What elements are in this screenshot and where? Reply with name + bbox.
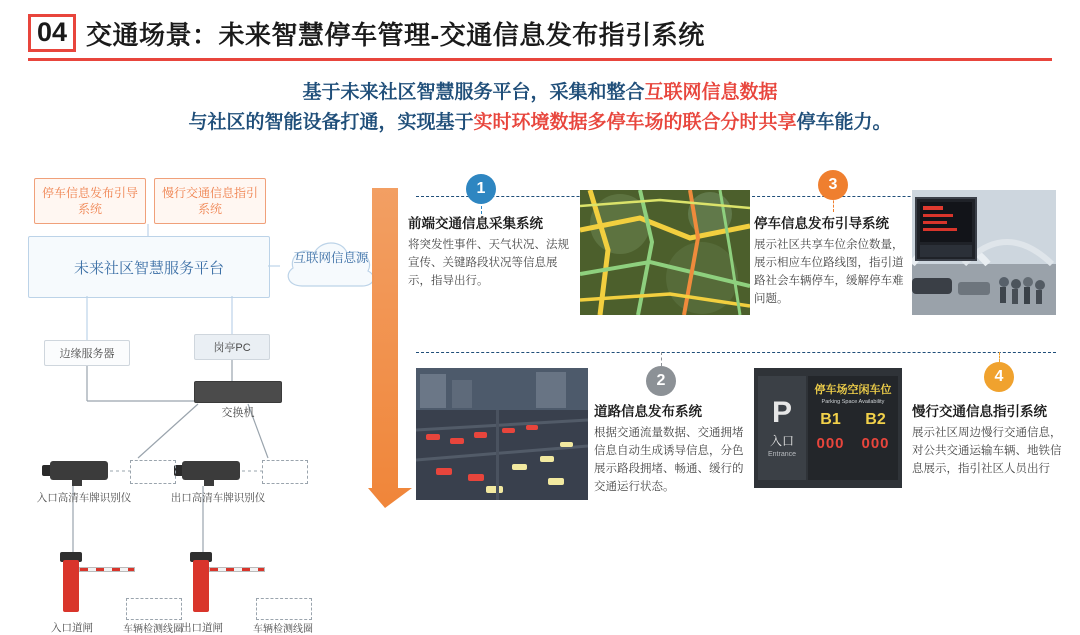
- timeline-row-2: [416, 352, 1056, 353]
- parking-count-1: 000: [816, 435, 845, 452]
- photo-parking-led-sign: [754, 368, 902, 488]
- tick-3: [833, 196, 834, 212]
- loop-detector-entrance-label: 车辆检测线圈: [123, 624, 183, 635]
- block-2-body: 根据交通流量数据、交通拥堵信息自动生成诱导信息，分色展示路段拥堵、畅通、缓行的交通运行状态。: [594, 427, 744, 493]
- gate-exit-label: 出口道闸: [181, 622, 223, 634]
- photo-aerial-traffic-map: [580, 190, 750, 315]
- parking-entrance-cn: 入口: [769, 434, 794, 448]
- camera-mount: [204, 480, 214, 486]
- loop-detector-entrance: [126, 598, 182, 620]
- block-4-title: 慢行交通信息指引系统: [912, 404, 1047, 419]
- led-sign-entrance-panel: [758, 376, 806, 480]
- diagram-switch: [194, 381, 282, 403]
- step-dot-2: 2: [646, 366, 676, 396]
- architecture-diagram: [18, 168, 388, 635]
- block-3-body: 展示社区共享车位余位数量，展示相应车位路线图，指引道路社会车辆停车，缓解停车难问题。: [754, 239, 904, 305]
- gate-arm: [79, 567, 135, 572]
- gate-barrier-exit: [188, 552, 214, 612]
- step-dot-3: 3: [818, 170, 848, 200]
- camera-body: [50, 461, 108, 480]
- page-header: [28, 14, 705, 52]
- tick-4: [999, 352, 1000, 362]
- step-dot-1: 1: [466, 174, 496, 204]
- section-number: 04: [28, 14, 76, 52]
- parking-sign-title-en: Parking Space Availability: [821, 399, 885, 405]
- parking-zone-1: B1: [820, 411, 841, 428]
- header-divider: [28, 58, 1052, 61]
- diagram-cloud-label: 互联网信息源: [293, 251, 369, 265]
- diagram-switch-label: 交换机: [221, 407, 255, 419]
- parking-count-2: 000: [861, 435, 890, 452]
- subtitle-line2-part1: 与社区的智能设备打通，实现基于: [188, 112, 474, 133]
- camera-entrance-label: 入口高清车牌识别仪: [36, 492, 132, 504]
- camera-icon-exit: [174, 458, 248, 484]
- aerial-map-graphic: [580, 190, 750, 315]
- step-dot-4: 4: [984, 362, 1014, 392]
- block-1-body: 将突发性事件、天气状况、法规宣传、关键路段状况等信息展示，指导出行。: [408, 239, 569, 287]
- block-3-title: 停车信息发布引导系统: [754, 216, 889, 231]
- parking-p-letter: P: [771, 396, 792, 429]
- diagram-edge-server: 边缘服务器: [44, 340, 130, 366]
- loop-detector-exit: [256, 598, 312, 620]
- diagram-booth-pc: 岗亭PC: [194, 334, 270, 360]
- diagram-placeholder-box: [262, 460, 308, 484]
- parking-zone-2: B2: [865, 411, 886, 428]
- block-1-title: 前端交通信息采集系统: [408, 216, 543, 231]
- parking-entrance-en: Entrance: [767, 451, 797, 458]
- photo-night-traffic: [416, 368, 588, 500]
- kiosk-plaza-graphic: [912, 190, 1056, 315]
- gate-post: [193, 560, 209, 612]
- led-sign-display-panel: [808, 376, 898, 480]
- diagram-tag-slow-traffic-system: 慢行交通信息指引系统: [154, 178, 266, 224]
- subtitle-line-1: [0, 78, 1080, 108]
- subtitle-line1-part1: 基于未来社区智慧服务平台，采集和整合: [302, 82, 645, 103]
- subtitle: [0, 78, 1080, 138]
- photo-info-kiosk-plaza: [912, 190, 1056, 315]
- tick-2: [661, 352, 662, 366]
- gate-barrier-entrance: [58, 552, 84, 612]
- subtitle-line2-highlight: 实时环境数据多停车场的联合分时共享: [473, 112, 797, 133]
- gate-post: [63, 560, 79, 612]
- loop-detector-exit-label: 车辆检测线圈: [253, 624, 313, 635]
- page-title: 交通场景：未来智慧停车管理-交通信息发布指引系统: [86, 19, 705, 50]
- camera-mount: [72, 480, 82, 486]
- subtitle-line1-highlight: 互联网信息数据: [644, 82, 778, 103]
- gate-entrance-label: 入口道闸: [51, 622, 93, 634]
- camera-body: [182, 461, 240, 480]
- diagram-placeholder-box: [130, 460, 176, 484]
- camera-exit-label: 出口高清车牌识别仪: [170, 492, 266, 504]
- night-traffic-graphic: [416, 368, 588, 500]
- gate-arm: [209, 567, 265, 572]
- subtitle-line2-part3: 停车能力。: [796, 112, 892, 133]
- diagram-tag-parking-system: 停车信息发布引导系统: [34, 178, 146, 224]
- camera-icon-entrance: [42, 458, 116, 484]
- block-2-title: 道路信息发布系统: [594, 404, 702, 419]
- subtitle-line-2: [0, 108, 1080, 138]
- diagram-platform-box: 未来社区智慧服务平台: [28, 236, 270, 298]
- block-4-body: 展示社区周边慢行交通信息，对公共交通运输车辆、地铁信息展示，指引社区人员出行: [912, 427, 1062, 475]
- parking-sign-title-cn: 停车场空闲车位: [814, 384, 892, 396]
